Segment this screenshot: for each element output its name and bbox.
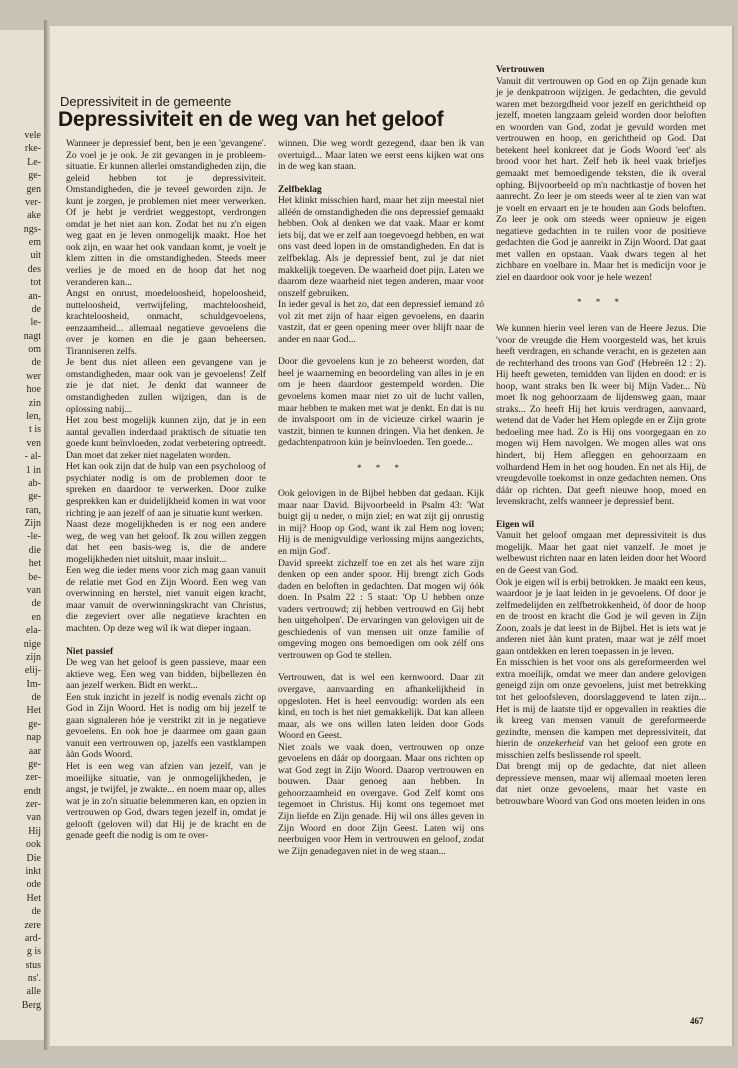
section-divider-stars: * * * bbox=[577, 297, 625, 308]
previous-page-fragment: ge- bbox=[28, 491, 41, 503]
paragraph: Vanuit dit vertrouwen op God en op Zijn genade kun je je denkpatroon wijzigen. Je gedachten, die gevuld waren met bezorgdheid voor jezelf en gerichtheid op jezelf, moeten langzaam geleid worden door beloften en woorden van God, zodat je gevuld worden met vertrouwen en hoop, en gerichtheid op God. Dat betekent heel konkreet dat je Gods Woord 'eet' als brood voor het hart. Zelf heb ik heel vaak briefjes gemaakt met bemoedigende teksten, die ik overal ophing. Bijvoorbeeld op m'n nachtkastje of boven het aanrecht. Zo leer je om steeds weer al te zien van wat je voelt en ervaart en je te houden aan Gods beloften. Zo leer je ook om steeds weer opnieuw je eigen negatieve gedachten in te ruilen voor de positieve gedachten die God je aanreikt in Zijn Woord. Dat gaat met vallen en opstaan. Vaak dwars tegen al het zichbare en voelbare in. Maar het is medicijn voor je ziel en daardoor ook voor je hele wezen! bbox=[496, 75, 706, 283]
emphasis: onzekerheid bbox=[537, 738, 584, 750]
previous-page-fragment: nap bbox=[26, 732, 41, 744]
previous-page-fragment: de bbox=[31, 692, 41, 704]
previous-page-fragment: gen bbox=[26, 183, 41, 195]
previous-page-fragment: t is bbox=[29, 424, 41, 436]
previous-page-fragment: vele bbox=[24, 130, 41, 141]
previous-page-fragment: van bbox=[26, 812, 41, 824]
previous-page-fragment: zere bbox=[24, 919, 41, 931]
paragraph: Vanuit het geloof omgaan met depressiviteit is dus mogelijk. Maar het gaat niet vanzelf. Je moet je welbewust richten naar en laten leiden door het Woord en de Geest van God. bbox=[496, 530, 706, 576]
previous-page-fragment: tot bbox=[30, 277, 41, 289]
paragraph: In ieder geval is het zo, dat een depressief iemand zó vol zit met zijn of haar eigen gevoelens, en daarin vastzit, dat er geen opening meer over blijft naar de ander en naar God... bbox=[278, 299, 484, 345]
previous-page-edge bbox=[0, 30, 45, 1040]
section-kicker: Depressiviteit in de gemeente bbox=[60, 94, 232, 109]
paragraph: De weg van het geloof is geen passieve, maar een aktieve weg. Een weg van bidden, bijbellezen én aan jezelf werken. Bidt en werkt... bbox=[66, 657, 266, 692]
previous-page-fragment: - al- bbox=[24, 451, 41, 463]
previous-page-fragment: zin bbox=[28, 397, 41, 409]
previous-page-fragment: -le- bbox=[27, 531, 41, 543]
previous-page-fragment: ge- bbox=[28, 718, 41, 730]
previous-page-fragment: ven bbox=[26, 437, 41, 449]
paragraph: Een stuk inzicht in jezelf is nodig evenals zicht op God in Zijn Woord. Het is nodig om bij jezelf te gaan signaleren hóe je verstrikt zit in je negatieve gevoelens. En ook hoe je daarmee om gaan gaan vanuit een vertrouwen op, jazelfs een vastklampen ààn Gods Woord. bbox=[66, 691, 266, 761]
previous-page-fragment: nige bbox=[23, 638, 41, 650]
previous-page-fragment: aar bbox=[28, 745, 41, 757]
previous-page-fragment: Het bbox=[26, 705, 41, 717]
paragraph: We kunnen hierin veel leren van de Heere Jezus. Die 'voor de vreugde die Hem voorgesteld was, het kruis heeft verdragen, en schande veracht, en is gezeten aan de rechterhand des troons van God' (Hebreën 12 : 2). Hij heeft geweten, temidden van lijden en dood: er is hoop, want straks ben Ik weer bij Mijn Vader... Nù moet Ik nog gehoorzaam de lijdensweg gaan, maar straks... Zo heeft Hij het kruis verdragen, aanvaard, wetend dat de Vader het Hem oplegde en er Zijn grote bedoeling mee had. Zo is Hij ons voorgegaan en zo mogen wij Hem navolgen. We mogen alles wat ons hindert, bij Hem afleggen en gehoorzaam en volhardend Hem in het oog houden. En net als Hij, de vreugdevolle toekomst in onze gedachten nemen. Ons dáár op richten. Dat geeft nieuwe hoop, moed en levenskracht, zelfs wanneer je depressief bent. bbox=[496, 322, 706, 508]
paragraph: Angst en onrust, moedeloosheid, hopeloosheid, nutteloosheid, vertwijfeling, machteloosheid, krachteloosheid, onmacht, schuldgevoelens, eenzaamheid... allemaal negatieve gevoelens die over je komen en die je gaan beheersen. Tiranniseren zelfs. bbox=[66, 288, 266, 357]
paragraph-text: van het geloof een grote en misschien zelfs beslissende rol speelt. bbox=[496, 738, 706, 761]
previous-page-fragment: stus bbox=[25, 959, 41, 971]
previous-page-fragment: zijn bbox=[26, 651, 41, 663]
previous-page-fragment: uit bbox=[30, 250, 41, 262]
previous-page-fragment: zer- bbox=[25, 772, 41, 784]
faded-show-through bbox=[286, 74, 486, 94]
previous-page-fragment: Die bbox=[26, 852, 41, 864]
paragraph bbox=[496, 657, 706, 761]
paragraph: Het kan ook zijn dat de hulp van een psycholoog of psychiater nodig is om de problemen door te spreken en daardoor te verwerken. Door zulke gesprekken kan er duidelijkheid komen in wat voor richting je aan jezelf of aan je situatie kunt werken. bbox=[66, 461, 266, 519]
previous-page-fragment: het bbox=[28, 558, 41, 570]
paragraph: Vertrouwen, dat is wel een kernwoord. Daar zit overgave, aanvaarding en afhankelijkheid in opgesloten. Het is heel eenvoudig: worden als een kind, en toch is het niet gemakkelijk. Dat kan alleen maar, als we ons willen laten leiden door Gods Woord en Geest. bbox=[278, 672, 484, 742]
subheading-zelfbeklag: Zelfbeklag bbox=[278, 183, 322, 195]
paragraph: Ook je eigen wil is erbij betrokken. Je maakt een keus, waardoor je je laat leiden in je gevoelens. Of door je zelfmedelijden en zelfbetrokkenheid, òf door de hoop en de troost en kracht die God je wil geven in Zijn Zoon, zoals je dat leest in de Bijbel. Het is iets wat je anderen niet ààn kunt praten, maar wat je zélf moet gaan ontdekken en leren toepassen in je leven. bbox=[496, 576, 706, 657]
previous-page-fragment: alle bbox=[26, 986, 41, 998]
previous-page-fragment: ard- bbox=[24, 932, 41, 944]
previous-page-fragment: g is bbox=[26, 946, 41, 958]
previous-page-fragment: om bbox=[28, 344, 41, 356]
previous-page-fragment: endt bbox=[23, 785, 41, 797]
previous-page-fragment: em bbox=[28, 237, 41, 249]
previous-page-fragment: ge- bbox=[28, 758, 41, 770]
previous-page-fragment: ode bbox=[26, 879, 41, 891]
subheading-vertrouwen: Vertrouwen bbox=[496, 64, 545, 75]
column-3 bbox=[496, 64, 706, 807]
previous-page-fragment: ngs- bbox=[23, 223, 41, 235]
previous-page-fragment: wer bbox=[26, 370, 41, 382]
paragraph: Ook gelovigen in de Bijbel hebben dat gedaan. Kijk maar naar David. Bijvoorbeeld in Psalm 43: 'Wat buigt gij u neder, o mijn ziel; en wat zijt gij onrustig in mij? Hoop op God, want ik zal Hem nog loven; Hij is de menigvuldige verlossing mijns aangezichts, en mijn God'. bbox=[278, 488, 484, 557]
column-2 bbox=[278, 138, 484, 857]
subheading-eigen-wil: Eigen wil bbox=[496, 518, 535, 530]
previous-page-fragment: nagt bbox=[23, 330, 41, 342]
page-number: 467 bbox=[690, 1016, 704, 1026]
previous-page-fragment: 1 in bbox=[25, 464, 41, 476]
paragraph: Naast deze mogelijkheden is er nog een andere weg, de weg van het geloof. Ik zou willen zeggen dat het een basis-weg is, die de andere mogelijkheden niet uitsluit, maar insluit... bbox=[66, 519, 266, 565]
previous-page-fragment: le- bbox=[30, 317, 41, 329]
previous-page-fragment: elij- bbox=[24, 665, 41, 677]
previous-page-fragment: rke- bbox=[24, 143, 41, 155]
article-title: Depressiviteit en de weg van het geloof bbox=[58, 108, 444, 131]
previous-page-fragment: de bbox=[31, 357, 41, 369]
previous-page-fragment: be- bbox=[28, 571, 41, 583]
paragraph: Door die gevoelens kun je zo beheerst worden, dat heel je waarneming en beoordeling van alles in je en om je heen daardoor gestempeld worden. Die gevoelens komen maar niet zo uit de lucht vallen, maar hebben te maken met wat je denkt. En dat is nu de invalspoort om in de vicieuze cirkel waarin je vastzit, binnen te kunnen dringen. Via het denken. Je gedachtenpatroon kún je beïnvloeden. Ten goede... bbox=[278, 356, 484, 449]
previous-page-fragment: zer- bbox=[25, 799, 41, 811]
previous-page-fragment: len, bbox=[26, 411, 41, 423]
previous-page-fragment: ook bbox=[26, 839, 41, 851]
previous-page-fragment: die bbox=[28, 544, 41, 556]
previous-page-fragment: ake bbox=[27, 210, 41, 222]
paragraph-text: En misschien is het voor ons als gereformeerden wel extra moeilijk, omdat we meer dan andere gelovigen geneigd zijn om onze gevoelens, juist met betrekking tot het geloofsleven, doorslaggevend te laten zijn... Het is mij de laatste tijd er opgevallen in reakties die ik kreeg van mensen vanuit de gereformeerde gezindte, mensen die kampen met depressiviteit, dat hierin de bbox=[496, 657, 706, 750]
magazine-page bbox=[50, 26, 732, 1046]
previous-page-fragment: inkt bbox=[25, 866, 41, 877]
previous-page-fragment: en bbox=[31, 611, 41, 623]
previous-page-fragment: de bbox=[31, 598, 41, 610]
previous-page-fragment: hoe bbox=[26, 384, 41, 396]
previous-page-fragment: ab- bbox=[28, 477, 41, 489]
previous-page-fragment: an- bbox=[28, 290, 41, 302]
column-1 bbox=[66, 138, 266, 842]
paragraph: Het klinkt misschien hard, maar het zijn meestal niet alléén de omstandigheden die ons depressief gemaakt hebben. Ook al denken we dat vaak. Maar er komt iets bij, dat we er zelf aan toegevoegd hebben, en wat ons vast deed lopen in de omstandigheden. En dat is zelfbeklag. Als je depressief bent, zul je dat niet makkelijk toegeven. De waarheid doet pijn. Laten we daarom deze waarheid niet tegen anderen, maar voor onszelf gebruiken. bbox=[278, 195, 484, 299]
previous-page-fragment: ela- bbox=[26, 625, 41, 637]
previous-page-fragment: ver- bbox=[25, 196, 41, 208]
previous-page-fragment: Hij bbox=[28, 825, 41, 837]
previous-page-fragment: de bbox=[31, 303, 41, 315]
previous-page-fragment: de bbox=[31, 906, 41, 918]
previous-page-fragment: Het bbox=[26, 892, 41, 904]
paragraph: Het zou best mogelijk kunnen zijn, dat je in een aantal gevallen inderdaad praktisch de situatie ten goede kunt beïnvloeden, zodat verbetering optreedt. Dan moet dat zeker niet nagelaten worden. bbox=[66, 415, 266, 461]
previous-page-fragment: ns'. bbox=[27, 973, 41, 985]
paragraph: Dat brengt mij op de gedachte, dat niet alleen depressieve mensen, maar wij allemaal moeten leren dat niet onze gevoelens, maar het vaste en betrouwbare Woord van God ons moeten leiden in ons bbox=[496, 761, 706, 807]
previous-page-fragment: van bbox=[26, 584, 41, 596]
previous-page-fragment: Zijn bbox=[24, 518, 41, 530]
paragraph: Wanneer je depressief bent, ben je een 'gevangene'. Zo voel je je ook. Je zit gevangen in je probleem-situatie. Er kunnen allerlei omstandigheden zijn, die geleid hebben tot je depressiviteit. Omstandigheden, die je teveel geworden zijn. Je kunt je zorgen, je problemen niet meer verwerken. Of je hebt je verdriet weggestopt, verdrongen omdat je het niet aan kon. Zodat het nu z'n eigen weg gaat en je leven onmogelijk maakt. Hoe het ook zijn, en waar het ook vandaan komt, je voelt je klem zitten in die omstandigheden. Steeds meer verlies je de moed en de hoop dat het nog veranderen kan... bbox=[66, 138, 266, 288]
previous-page-fragment: Im- bbox=[26, 678, 41, 690]
paragraph: Het is een weg van afzien van jezelf, van je moeilijke situatie, van je onmogelijkheden, je angst, je twijfel, je zwakte... en noem maar op, alles wat je in zo'n situatie belemmeren kan, en opzien in vertrouwen op God, dwars tegen jezelf in, omdat je gelooft (geloven wil) dat Hij je de kracht en de genade geeft die nodig is om te over- bbox=[66, 761, 266, 842]
previous-page-fragment: ran, bbox=[25, 504, 41, 516]
paragraph: Een weg die ieder mens voor zich mag gaan vanuit de relatie met God en Zijn Woord. Een weg van overwinning en herstel, niet vanuit eigen kracht, maar vanuit de overwinningskracht van Christus, die zegeviert over alle negatieve krachten en machten. Op deze weg wil ik wat dieper ingaan. bbox=[66, 565, 266, 634]
previous-page-fragment: Berg bbox=[21, 999, 41, 1011]
paragraph: Niet zoals we vaak doen, vertrouwen op onze gevoelens en dáár op doorgaan. Maar ons richten op wat God zegt in Zijn Woord. Daarop vertrouwen en bouwen. Daar genoeg aan hebben. In gehoorzaamheid en overgave. God Zelf komt ons tegemoet in Christus. Hij komt ons tegemoet met Zijn liefde en Zijn genade. Hij wil ons álles geven in Zijn Woord en door Zijn Geest. Laten wij ons neerbuigen voor Hem in vertrouwen en geloof, zodat we Zijn genadegaven niet in de weg staan... bbox=[278, 741, 484, 857]
previous-page-fragment: Le- bbox=[27, 156, 41, 168]
paragraph: David spreekt zichzelf toe en zet als het ware zijn denken op een ander spoor. Hij brengt zich Gods daden en beloften in gedachten. Dat mogen wij óók doen. In Psalm 22 : 5 staat: 'Op U hebben onze vaders vertrouwd; zij hebben vertrouwd en Gij hebt hen uitgeholpen'. De ervaringen van gelovigen uit de geschiedenis of van mensen uit onze familie of omgeving mogen ons bemoedigen om ook zélf ons vertrouwen op God te stellen. bbox=[278, 557, 484, 661]
paragraph: Je bent dus niet alleen een gevangene van je omstandigheden, maar ook van je gevoelens! Zelf zie je dat niet. Je denkt dat wanneer de omstandigheden zullen wijzigen, dan is de oplossing nabij... bbox=[66, 357, 266, 415]
paragraph: winnen. Die weg wordt gezegend, daar ben ik van overtuigd... Maar laten we eerst eens kijken wat ons in de weg kan staan. bbox=[278, 138, 484, 173]
previous-page-fragment: des bbox=[27, 263, 41, 275]
section-divider-stars: * * * bbox=[357, 462, 405, 473]
subheading-niet-passief: Niet passief bbox=[66, 645, 114, 657]
previous-page-fragment: ge- bbox=[28, 170, 41, 182]
